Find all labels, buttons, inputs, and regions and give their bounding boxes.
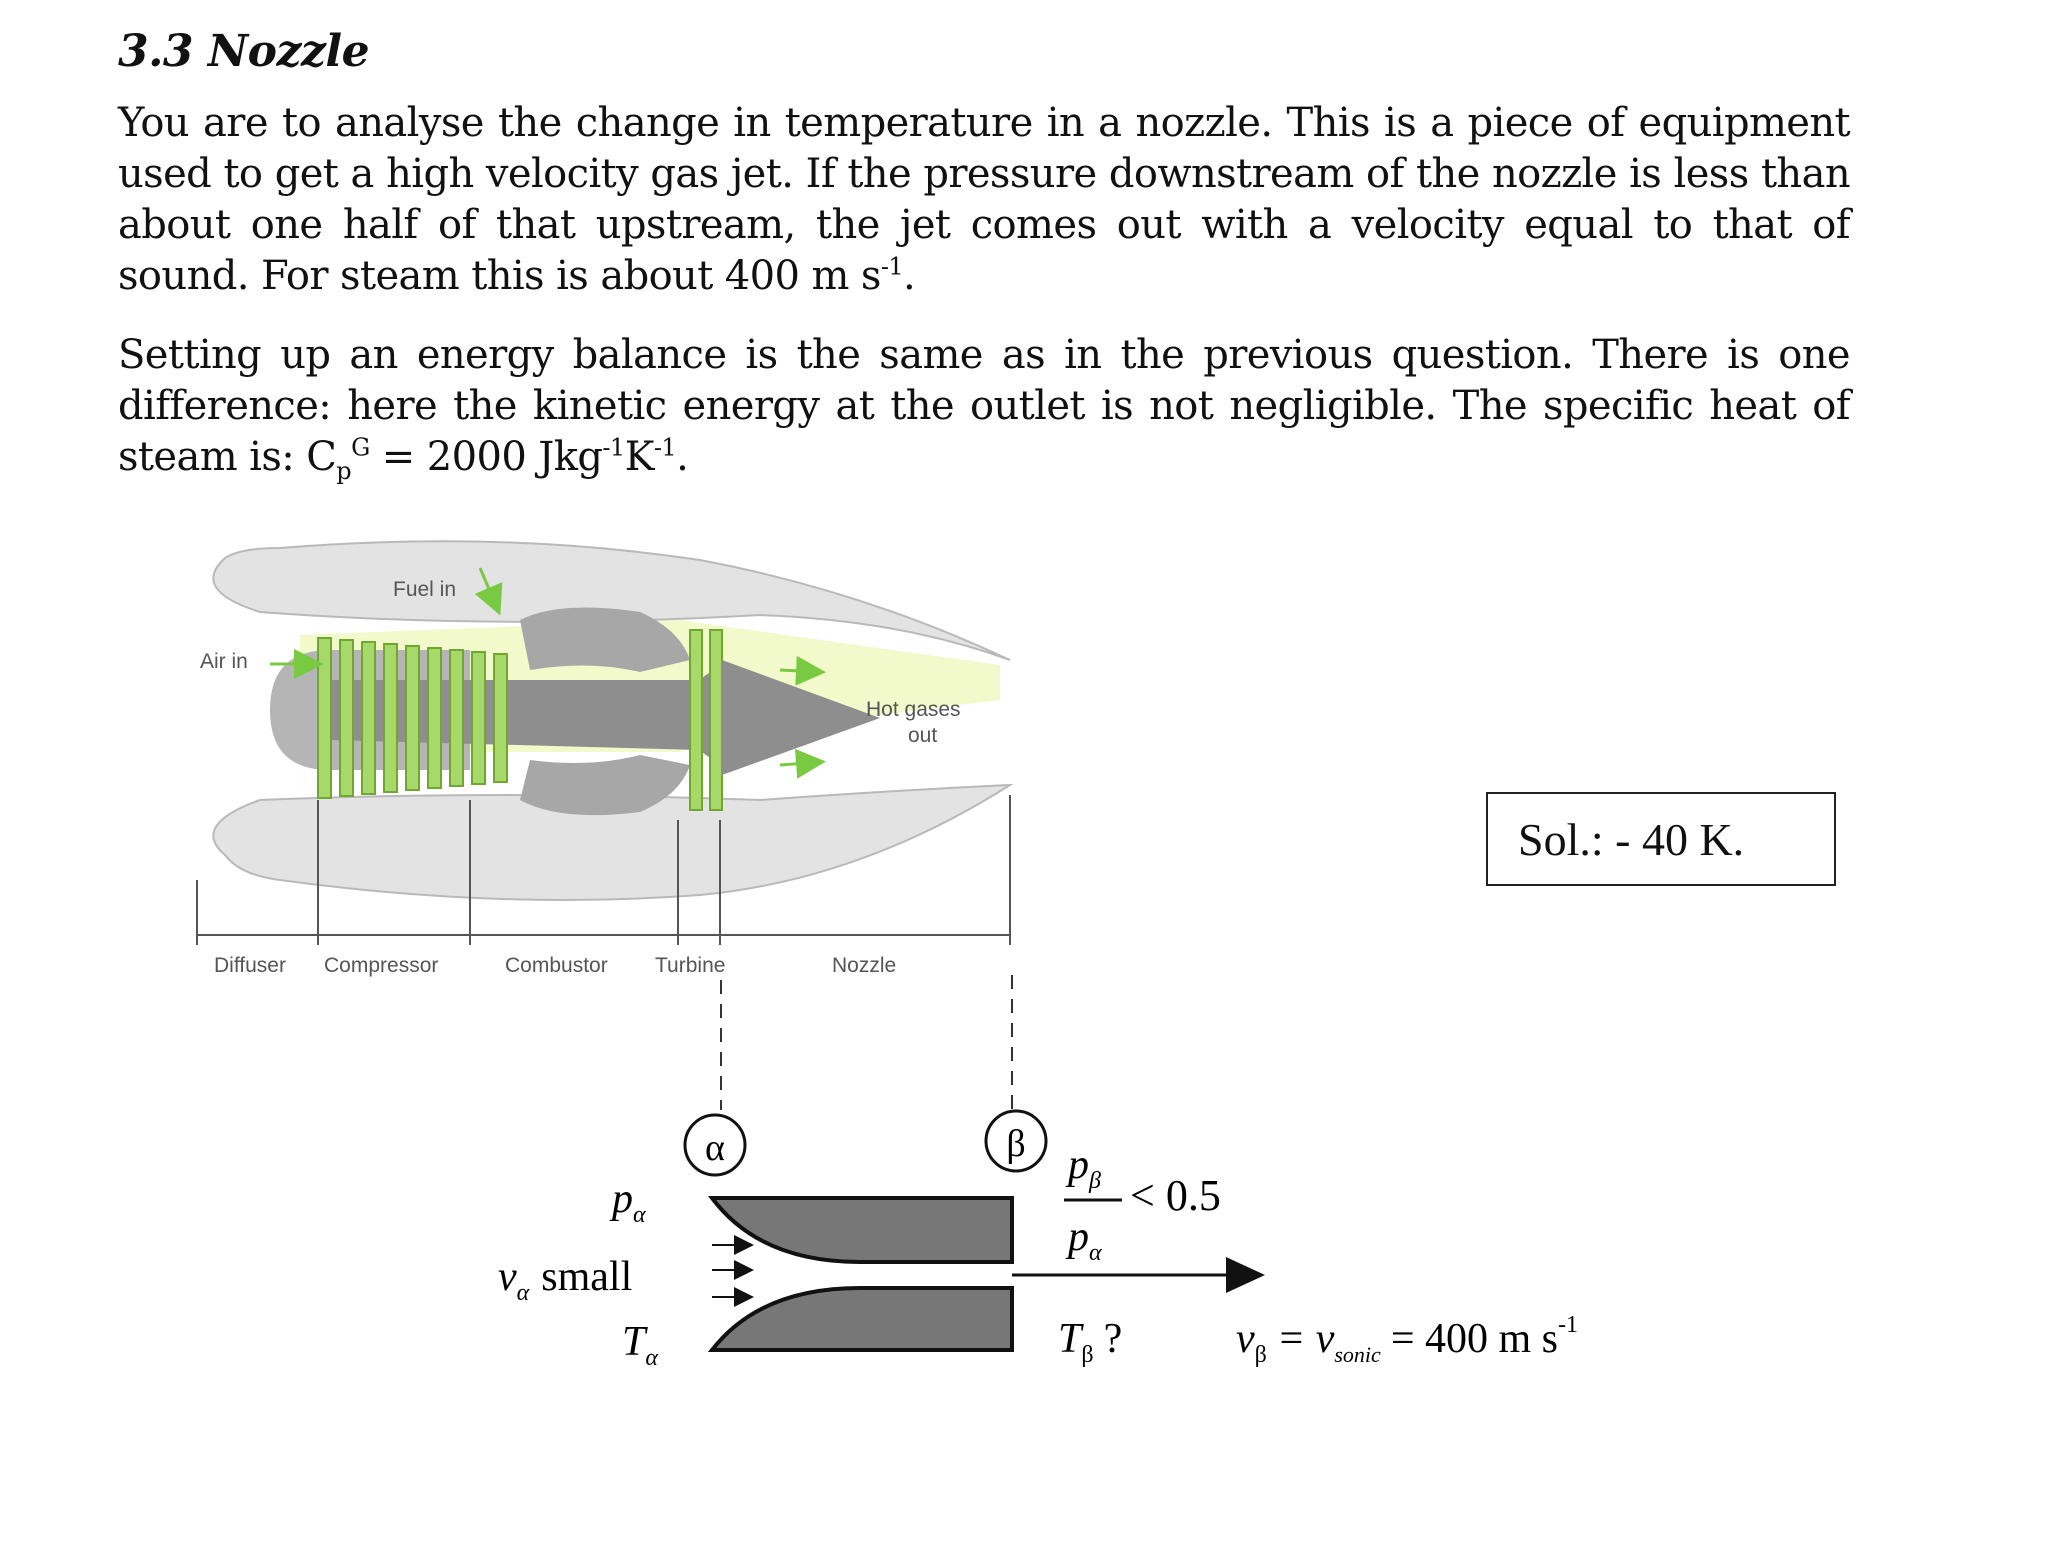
jet-engine-illustration	[197, 541, 1010, 977]
section-turbine: Turbine	[655, 954, 726, 977]
nozzle-schematic	[498, 1111, 1578, 1371]
hot-gases-label: Hot gases	[866, 698, 961, 721]
air-in-label: Air in	[200, 650, 248, 673]
nozzle-lower-wall	[712, 1288, 1012, 1350]
section-combustor: Combustor	[505, 954, 608, 977]
compressor-stages	[318, 638, 507, 798]
hot-gases-out-label: out	[908, 724, 938, 747]
section-compressor: Compressor	[324, 954, 439, 977]
cp-subscript: p	[336, 457, 352, 485]
section-nozzle: Nozzle	[832, 954, 897, 977]
kelvin-unit: K	[624, 434, 654, 480]
ratio-numerator: $p_\beta$	[1068, 1142, 1101, 1194]
solution-text: Sol.: - 40 K.	[1518, 813, 1745, 865]
velocity-unit-exponent: -1	[880, 252, 904, 281]
hot-gas-arrow-lower	[780, 762, 820, 765]
inlet-marker: α	[705, 1127, 725, 1169]
section-number: 3.3	[118, 26, 194, 77]
nozzle-upper-wall	[712, 1198, 1012, 1262]
t-beta-label: $T_\beta$ ?	[1058, 1316, 1123, 1368]
ratio-denominator: $p_\alpha$	[1068, 1214, 1102, 1266]
k-exponent: -1	[653, 433, 677, 462]
turbine-stage-2	[710, 630, 722, 810]
turbine-stage-1	[690, 630, 702, 810]
intro-end: .	[903, 253, 916, 299]
energy-text: Setting up an energy balance is the same as in the previous question. There is one difference: here the kinetic energy at the outlet is not negligible. The specific heat of steam is: C	[118, 332, 1850, 480]
v-alpha-label: $v_\alpha$ small	[498, 1254, 633, 1306]
intro-text: You are to analyse the change in temperature in a nozzle. This is a piece of equipment used to get a high velocity gas jet. If the pressure downstream of the nozzle is less than about one half of that upstream, the jet comes out with a velocity equal to that of sound. For steam this is about 400 m s	[118, 100, 1850, 299]
outlet-marker: β	[1006, 1123, 1026, 1165]
t-alpha-label: $T_\alpha$	[622, 1319, 658, 1371]
energy-end: .	[676, 434, 689, 480]
hot-gas-arrow-upper	[780, 670, 820, 672]
section-title: Nozzle	[207, 26, 370, 77]
ratio-relation: < 0.5	[1130, 1171, 1221, 1220]
p-alpha-label: $p_\alpha$	[612, 1176, 646, 1228]
fuel-in-label: Fuel in	[393, 578, 457, 601]
section-diffuser: Diffuser	[214, 954, 286, 977]
kg-exponent: -1	[602, 433, 625, 462]
cp-value: = 2000 Jkg	[369, 434, 603, 480]
v-beta-equation: $v_\beta = v_{sonic} = 400$ m $s^{-1}$	[1236, 1312, 1579, 1368]
cp-superscript: G	[351, 433, 370, 462]
